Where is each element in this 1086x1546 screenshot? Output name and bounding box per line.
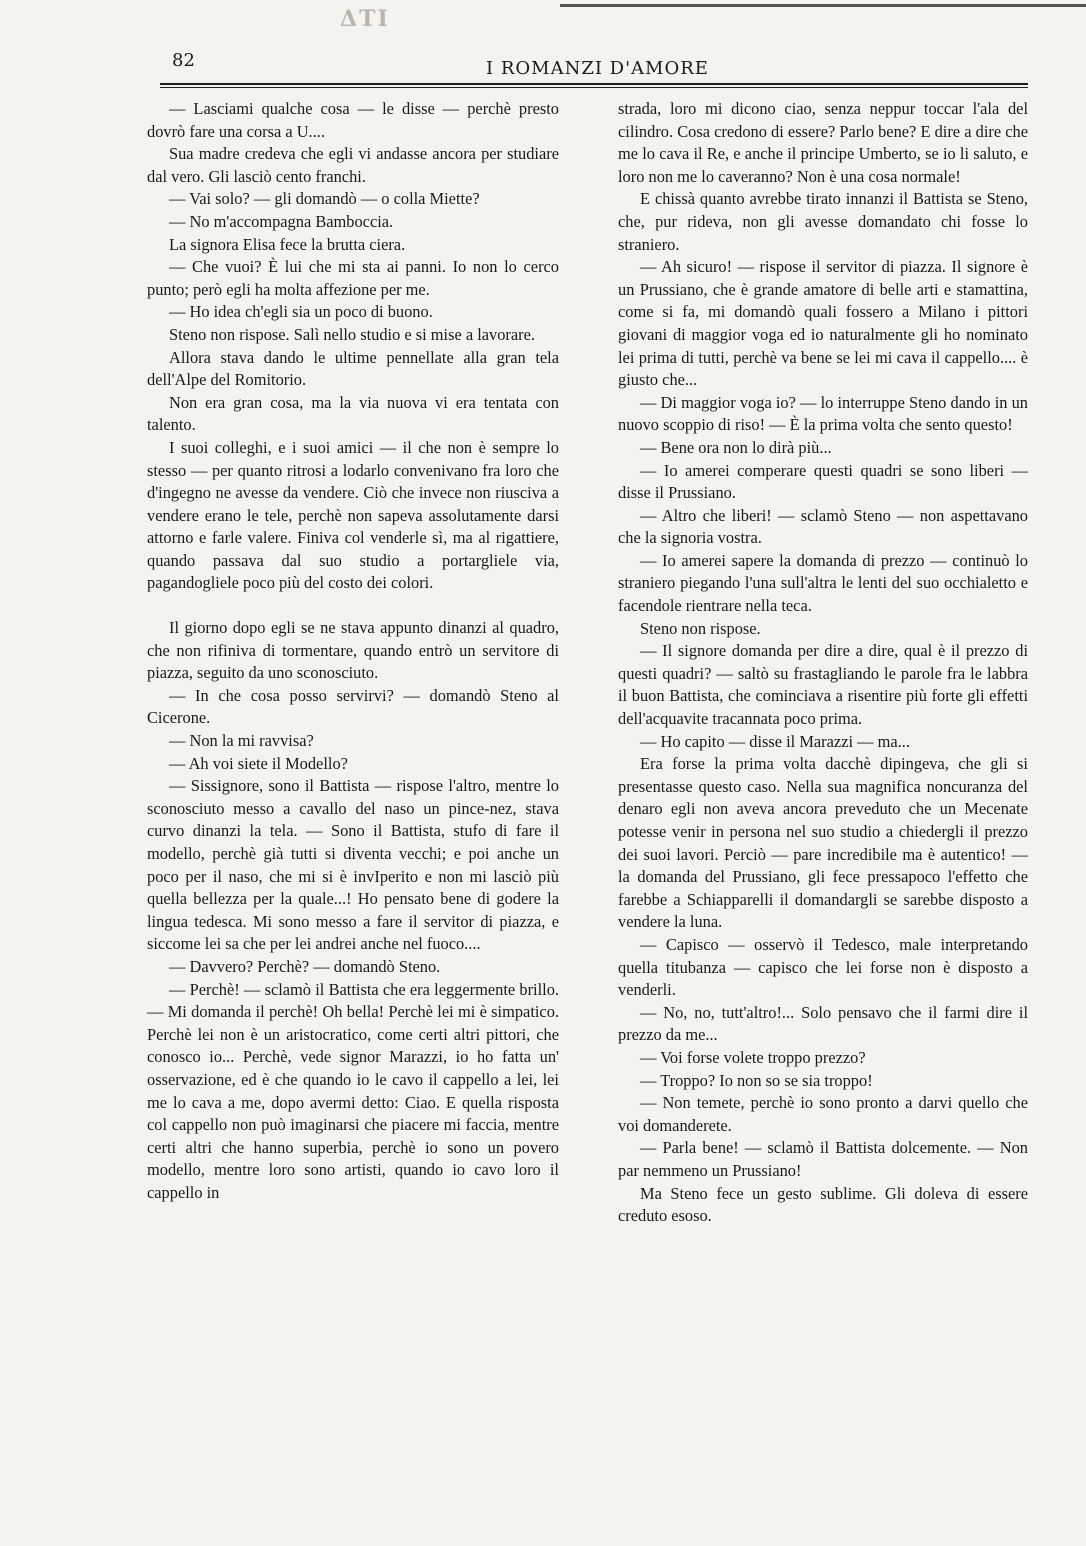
paragraph: La signora Elisa fece la brutta ciera. <box>169 234 406 254</box>
running-head: I ROMANZI D'AMORE <box>486 58 709 79</box>
paragraph: Ma Steno fece un gesto sublime. Gli doleva di essere creduto esoso. <box>618 1183 1028 1226</box>
paragraph: — Di maggior voga io? — lo interruppe Steno dando in un nuovo scoppio di riso! — È la prima volta che sento questo! <box>618 392 1028 435</box>
right-column <box>618 98 1028 1228</box>
paragraph: — Parla bene! — sclamò il Battista dolcemente. — Non par nemmeno un Prussiano! <box>618 1138 1028 1180</box>
paragraph: I suoi colleghi, e i suoi amici — il che non è sempre lo stesso — per quanto ritrosi a lodarlo convenivano fra loro che d'ingegno ne avesse da vendere. Ciò che invece non riusciva a vendere erano le tele, perchè non sapeva assolutamente darsi attorno e farle valere. Finiva col venderle sì, ma al rigattiere, quando passava dal suo studio a portargliele via, pagandogliele poco più del costo dei colori. <box>147 437 559 593</box>
paragraph: — No m'accompagna Bamboccia. <box>169 211 394 231</box>
paragraph: Il giorno dopo egli se ne stava appunto dinanzi al quadro, che non rifiniva di tormentare, quando entrò un servitore di piazza, seguito da uno sconosciuto. <box>147 618 559 683</box>
paragraph: — Capisco — osservò il Tedesco, male interpretando quella titubanza — capisco che lei forse non è disposto a venderli. <box>618 934 1028 1000</box>
paragraph: E chissà quanto avrebbe tirato innanzi il Battista se Steno, che, pur rideva, non gli avesse domandato chi fosse lo straniero. <box>618 189 1028 254</box>
paragraph: — Che vuoi? È lui che mi sta ai panni. Io non lo cerco punto; però egli ha molta affezione per me. <box>147 257 559 299</box>
paragraph: — Voi forse volete troppo prezzo? <box>640 1047 866 1067</box>
paragraph: — Sissignore, sono il Battista — rispose l'altro, mentre lo sconosciuto messo a cavallo del naso un pince-nez, stava curvo dinanzi la tela. — Sono il Battista, stufo di fare il modello, perchè già tutti si diventa vecchi; e poi anche un poco per il naso, che mi si è invIperito e non mi lasciò più quella bellezza per la quale...! Ho pensato bene di godere la lingua tedesca. Mi sono messo a fare il servitor di piazza, e siccome lei sa che per lei andrei anche nel fuoco.... <box>147 776 559 954</box>
paragraph: — Non temete, perchè io sono pronto a darvi quello che voi domanderete. <box>618 1093 1028 1135</box>
paragraph: Steno non rispose. Salì nello studio e si mise a lavorare. <box>169 324 535 344</box>
paragraph: — Ah voi siete il Modello? <box>169 753 348 773</box>
paragraph: Allora stava dando le ultime pennellate alla gran tela dell'Alpe del Romitorio. <box>147 347 559 390</box>
paragraph: — Ho capito — disse il Marazzi — ma... <box>640 731 910 751</box>
paragraph: — Perchè! — sclamò il Battista che era leggermente brillo. — Mi domanda il perchè! Oh bella! Perchè lei mi è simpatico. Perchè lei non è un aristocratico, come certi altri pittori, che conosco io... Perchè, vede signor Marazzi, io ho fatta un' osservazione, ed è che quando io le cavo il cappello a lei, lei me lo cava a me, dopo avermi detto: Ciao. E quella risposta col cappello non può imaginarsi che piacere mi faccia, mentre certi altri che hanno superbia, perchè io sono un povero modello, mentre loro sono artisti, quando io cavo loro il cappello in <box>147 979 559 1202</box>
library-stamp: ΔΤΙ <box>340 6 390 32</box>
paragraph: Steno non rispose. <box>640 618 761 638</box>
paragraph: strada, loro mi dicono ciao, senza neppur toccar l'ala del cilindro. Cosa credono di essere? Parlo bene? E dire a dire che me lo cava il Re, e anche il principe Umberto, se io li saluto, e loro non me lo caveranno? Non è una cosa normale! <box>618 99 1028 186</box>
paragraph: — Vai solo? — gli domandò — o colla Miette? <box>169 189 480 209</box>
paragraph: — No, no, tutt'altro!... Solo pensavo che il farmi dire il prezzo da me... <box>618 1002 1028 1045</box>
paragraph: — Bene ora non lo dirà più... <box>640 437 832 457</box>
paragraph: — Io amerei sapere la domanda di prezzo — continuò lo straniero piegando l'una sull'altra le lenti del suo occhialetto e facendole rientrare nella teca. <box>618 550 1028 616</box>
left-column <box>147 98 559 1205</box>
paragraph: — Ah sicuro! — rispose il servitor di piazza. Il signore è un Prussiano, che è grande amatore di belle arti e stamattina, come si fa, mi domandò quali fossero a Milano i pittori giovani di maggior voga ed io naturalmente gli ho nominato lei prima di tutti, perchè va bene se lei mi cava il cappello.... è giusto che... <box>618 257 1028 390</box>
paragraph: — Il signore domanda per dire a dire, qual è il prezzo di questi quadri? — saltò su frastagliando le parole fra le labbra il buon Battista, che cominciava a risentire più forte gli effetti dell'acquavite tracannata poco prima. <box>618 641 1028 729</box>
paragraph: — Troppo? Io non so se sia troppo! <box>640 1070 873 1090</box>
paragraph: — Ho idea ch'egli sia un poco di buono. <box>169 302 433 322</box>
top-edge-rule <box>560 4 1086 7</box>
paragraph: — Non la mi ravvisa? <box>169 731 314 751</box>
paragraph: — Davvero? Perchè? — domandò Steno. <box>169 956 441 976</box>
paragraph: Non era gran cosa, ma la via nuova vi era tentata con talento. <box>147 392 559 435</box>
paragraph: Era forse la prima volta dacchè dipingeva, che gli si presentasse questo caso. Nella sua magnifica noncuranza del denaro egli non aveva ancora preveduto che un Mecenate potesse venir in persona nel suo studio a chiedergli il prezzo dei suoi lavori. Perciò — pare incredibile ma è autentico! — la domanda del Prussiano, gli fece pressapoco l'effetto che farebbe a Schiapparelli il domandargli se sarebbe disposto a vendere la luna. <box>618 754 1028 932</box>
paragraph: — Altro che liberi! — sclamò Steno — non aspettavano che la signoria vostra. <box>618 505 1028 548</box>
paragraph: — Lasciami qualche cosa — le disse — perchè presto dovrò fare una corsa a U.... <box>147 99 559 141</box>
header-rule <box>160 83 1028 88</box>
paragraph: Sua madre credeva che egli vi andasse ancora per studiare dal vero. Gli lasciò cento franchi. <box>147 144 559 186</box>
paragraph: — Io amerei comperare questi quadri se sono liberi — disse il Prussiano. <box>618 460 1028 503</box>
paragraph: — In che cosa posso servirvi? — domandò Steno al Cicerone. <box>147 685 559 728</box>
page-number: 82 <box>172 50 195 71</box>
